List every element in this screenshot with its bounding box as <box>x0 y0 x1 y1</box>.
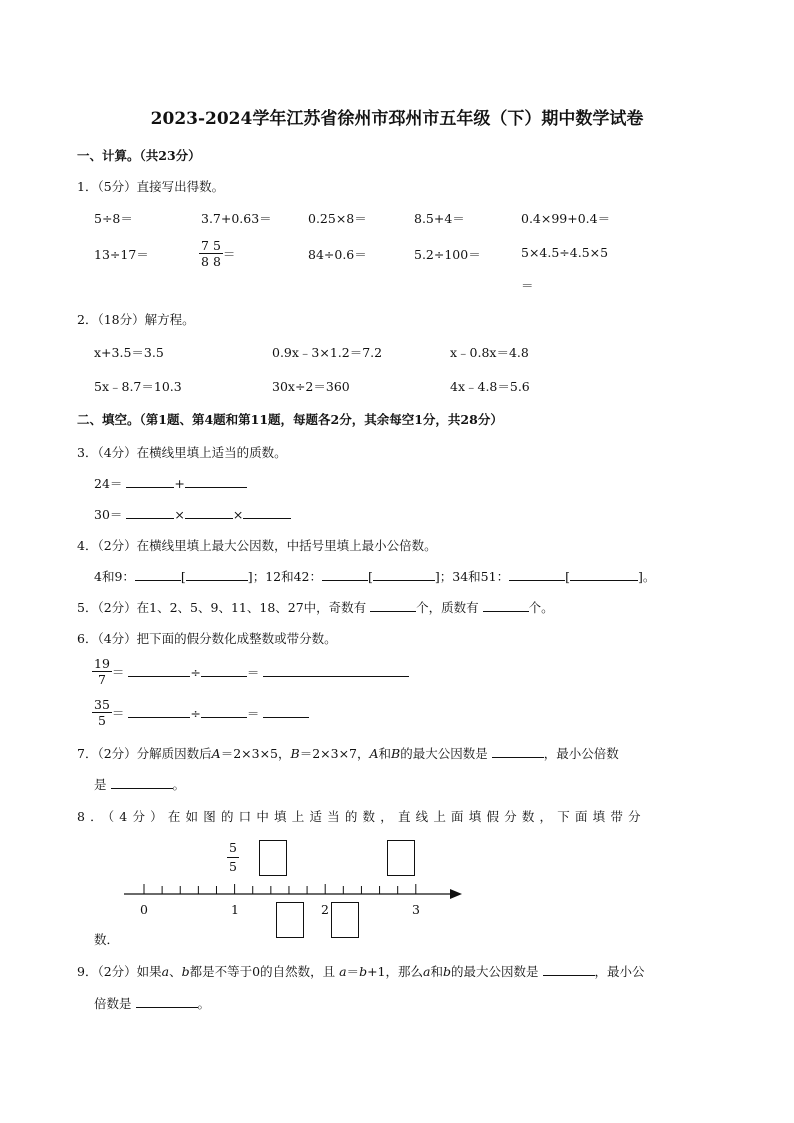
q1-item: 5÷8＝ <box>94 211 133 226</box>
page-title: 2023-2024学年江苏省徐州市邳州市五年级（下）期中数学试卷 <box>150 109 644 129</box>
q2-stem: 2．（18分）解方程。 <box>77 312 195 327</box>
fraction: $\frac{7}{8}$ <box>201 238 209 269</box>
equation: x﹣0.8x＝4.8 <box>450 345 529 360</box>
q6-line-2: $\frac{35}{5}$ ＝ ÷ ＝ <box>92 697 309 728</box>
q3-line-2: 30＝ × × <box>94 505 291 523</box>
tick-label: 1 <box>231 902 239 917</box>
answer-blank[interactable] <box>136 995 198 1008</box>
tick-label: 3 <box>412 902 420 917</box>
q3-line-1: 24＝ + <box>94 474 247 492</box>
q1-item-continued: ＝ <box>521 278 534 293</box>
equation: 0.9x﹣3×1.2＝7.2 <box>272 345 383 360</box>
q8-stem: 8．（4分）在如图的口中填上适当的数，直线上面填假分数，下面填带分 <box>77 809 646 824</box>
q1-item: 5.2÷100＝ <box>414 247 481 262</box>
q5-line: 5．（2分）在1、2、5、9、11、18、27中，奇数有 个，质数有 个。 <box>77 600 554 615</box>
fraction: $\frac{5}{5}$ <box>229 840 237 874</box>
fraction: $\frac{5}{8}$ <box>212 238 221 269</box>
equation: 5x﹣8.7＝10.3 <box>94 379 182 394</box>
fraction: $\frac{35}{5}$ <box>94 697 110 728</box>
q1-item: 0.25×8＝ <box>308 211 367 226</box>
tick-label: 0 <box>140 902 148 917</box>
equation: x+3.5＝3.5 <box>94 345 164 360</box>
section-2-heading: 二、填空。（第1题、第4题和第11题，每题各2分，其余每空1分，共28分） <box>77 412 503 427</box>
q9-line-2: 倍数是 。 <box>94 996 211 1011</box>
q8-stem-end: 数． <box>94 932 120 947</box>
equation: 4x﹣4.8＝5.6 <box>450 379 530 394</box>
tick-label: 2 <box>321 902 329 917</box>
q1-item: 13÷17＝ <box>94 247 149 262</box>
q4-stem: 4．（2分）在横线里填上最大公因数，中括号里填上最小公倍数。 <box>77 538 437 553</box>
q7-line-1: 7．（2分）分解质因数后A＝2×3×5，B＝2×3×7，A和B的最大公因数是 ，最小公倍数 <box>77 746 619 761</box>
q4-line: 4和9： [ ]；12和42： [ ]；34和51： [ ]。 <box>94 569 656 584</box>
q1-item: 8.5+4＝ <box>414 211 465 226</box>
arrow-icon <box>450 889 462 899</box>
equation: 30x÷2＝360 <box>272 379 350 394</box>
q9-line-1: 9．（2分）如果a、b都是不等于0的自然数，且 a＝b+1，那么a和b的最大公因数是 ，最小公 <box>77 964 645 979</box>
q6-line-1: $\frac{19}{7}$ ＝ ÷ ＝ <box>92 656 409 687</box>
q3-stem: 3．（4分）在横线里填上适当的质数。 <box>77 445 287 460</box>
q1-stem: 1．（5分）直接写出得数。 <box>77 179 225 194</box>
answer-blank[interactable] <box>543 963 595 976</box>
q1-fraction-expression: $\frac{7}{8}$ $\frac{5}{8}$ ＝ <box>201 238 236 269</box>
q1-item: 5×4.5÷4.5×5 <box>521 245 609 260</box>
q6-stem: 6．（4分）把下面的假分数化成整数或带分数。 <box>77 631 337 646</box>
q1-item: 84÷0.6＝ <box>308 247 367 262</box>
q1-item: 3.7+0.63＝ <box>201 211 272 226</box>
q7-line-2: 是 。 <box>94 777 186 792</box>
q1-item: 0.4×99+0.4＝ <box>521 211 611 226</box>
fraction: $\frac{19}{7}$ <box>94 656 110 687</box>
section-1-heading: 一、计算。（共23分） <box>77 148 201 163</box>
